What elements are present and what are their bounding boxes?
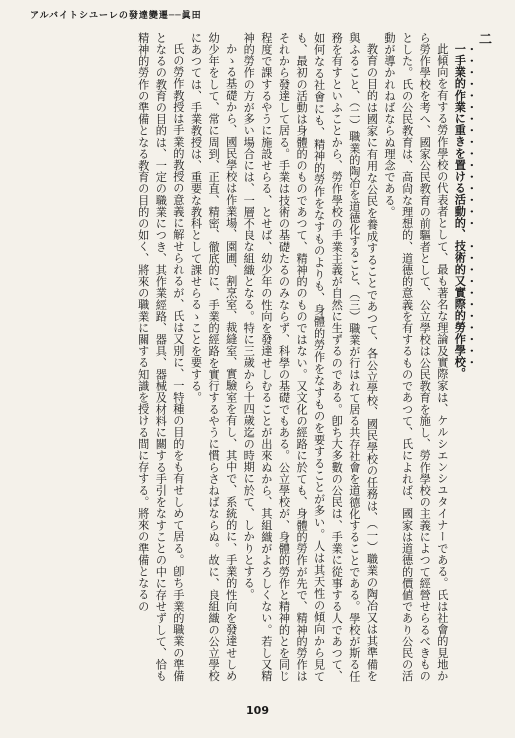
paragraph: かゝる基礎から、國民學校は作業場、園圃、割烹室、裁縫室、實驗室を有し、其中で、系統的に、手業的性向を發達せしめ幼少年をして、常に周到、正直、精密、徹底的に、手業的經路を實行するやうに慣らさねばならぬ。故に、良組織の公立學校にあつては、手業教授は、重要な教科として課せらるゝことを要する。 [189, 32, 238, 682]
running-head: アルバイトシユーレの發達變遷──眞田 [30, 11, 202, 21]
paragraph: 教育の目的は國家に有用な公民を養成することであつて、各公立學校、國民學校の任務は、（一）職業の陶冶又は其準備を與ふること、（二）職業的陶冶を道德化すること、（三）職業が行はれて居る共存社會を道德化することである。學校が斯る任務を有すといふことから、勞作學校の手業主義が自然に生ずるのである。卽ち大多數の公民は、手業に從事する人であつて、如何なる社會にも、精神的勞作をなすものよりも、身體的勞作をなすものを要することが多い。人は其天性の傾向から見ても、最初の活動は身體的のものであつて、精神的のものではない。又文化の經路に於ても、身體的勞作が先で、精神的勞作はそれから發達して居る。手業は技術の基礎たるのみならず、科學の基礎でもある。公立學校が、身體的勞作と精神的とを同じ程度で課するやうに施設せらる、とせば、幼少年の性向を發達せしむることが出來ぬから、其組織がよろしくない。若し又精神的勞作の方が多い場合には、一層不良な組織となる。特に三歲から十四歲迄の時期に於て、しかりとする。 [242, 32, 379, 682]
paragraph: 此傾向を有する勞作學校の代表者として、最も著名な理論及實際家は、ケルシエンシユタイナーである。氏は社會的見地から勞作學校を考へ、國家公民教育の前驅者として、公立學校は公民教育を施し、勞作學校の主義によつて經營せらるべきものとした。氏の公民教育は、高尙な理想的、道德的意義を有するものであつて、氏によれば、國家は道德的價値であり公民の活動が導かれねばならぬ理念である。 [383, 32, 449, 682]
paragraph-heading: 一手業的作業に重きを置ける活動的、技術的又實際的勞作學校。 [453, 43, 468, 380]
page-number: 109 [246, 704, 269, 717]
paragraph: 氏の勞作教授は手業的教授の意義に解せられるが、氏は又別に、一特種の目的をも有せしめて居る。卽ち手業的職業の準備となるの教育の目的は、一定の職業につき、其作業經路、器具、器械及材料に關する手引をなすことの中に存せずして、恰も精神的勞作の準備となる教育の目的の如く、將來の職業に關する知識を授ける間に存する。將來の準備となるの [136, 32, 185, 682]
section-number: 二 [476, 32, 491, 46]
body-text [22, 32, 492, 682]
